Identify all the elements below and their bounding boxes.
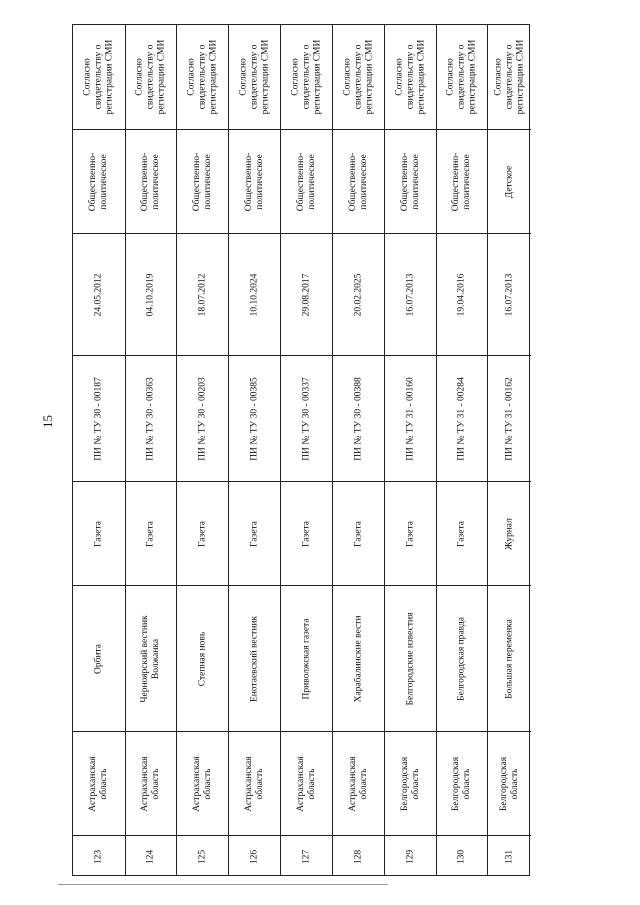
cell-date-text: 29.08.2017 [301,273,312,316]
table-row [280,25,332,875]
cell-topic [385,129,436,233]
cell-num-text: 128 [353,849,364,864]
table-row [176,25,228,875]
table-row [487,25,531,875]
cell-num-text: 129 [405,849,416,864]
cell-line: свидетельству о [504,44,515,110]
cell-num [281,835,332,877]
cell-num-text: 131 [504,849,515,864]
cell-name [281,585,332,731]
cell-line: Астраханская [140,755,151,812]
cell-region-text [499,756,521,810]
cell-line: область [254,768,265,800]
cell-line: Согласно [290,58,301,96]
cell-reg [229,355,280,481]
cell-basis [281,25,332,129]
cell-reg [488,355,531,481]
cell-line: регистрации СМИ [104,39,115,115]
cell-topic [126,129,176,233]
cell-date [281,233,332,355]
cell-basis [488,25,531,129]
cell-line: Согласно [238,58,249,96]
cell-region-text [296,756,318,811]
table-row [228,25,280,875]
cell-line: Белгородская [399,756,410,811]
cell-name-text [301,618,312,699]
cell-line: Общественно- [295,152,306,211]
cell-num-text: 123 [93,849,104,864]
cell-date [229,233,280,355]
cell-line: Согласно [394,58,405,96]
footer-rule [58,884,388,885]
cell-date [73,233,125,355]
cell-region [488,731,531,835]
cell-line: регистрации СМИ [363,39,374,115]
cell-line: Общественно- [399,152,410,211]
cell-line: область [509,767,520,800]
cell-reg-text: ПИ № ТУ 30 - 00337 [301,376,312,461]
cell-line: свидетельству о [197,44,208,110]
cell-name [385,585,436,731]
cell-line: свидетельству о [301,44,312,110]
cell-num [73,835,125,877]
cell-basis-text [83,40,116,115]
cell-line: регистрации СМИ [467,39,478,115]
cell-line: политическое [99,153,109,210]
cell-line: Общественно- [140,152,151,211]
cell-date-text: 16.07.2013 [504,273,515,316]
cell-type-text: Журнал [504,517,515,550]
cell-line: область [462,767,472,800]
cell-region-text [140,756,162,811]
cell-line: политическое [358,153,369,210]
cell-line: свидетельству о [93,44,104,110]
cell-reg-text: ПИ № ТУ 30 - 00203 [197,376,208,461]
cell-basis-text [135,40,168,115]
cell-line: Согласно [342,58,353,96]
cell-date [333,233,384,355]
cell-type-text: Газета [301,520,312,547]
cell-reg [177,355,228,481]
cell-line: политическое [151,153,161,210]
media-registry-table [72,24,530,876]
cell-reg-text: ПИ № ТУ 31 - 00160 [405,376,416,461]
cell-type [281,481,332,585]
cell-basis [385,25,436,129]
cell-line: Белгородская [451,756,462,811]
cell-basis-text [186,40,219,115]
cell-line: регистрации СМИ [311,39,322,115]
cell-line: Общественно- [451,152,462,211]
cell-topic-text [140,152,162,211]
cell-region-text [451,756,473,810]
cell-basis [177,25,228,129]
cell-num-text: 126 [249,849,260,864]
cell-line: Астраханская [243,755,254,812]
cell-basis [126,25,176,129]
cell-region [126,731,176,835]
cell-basis-text [290,40,323,115]
cell-reg-text: ПИ № ТУ 30 - 00187 [93,376,104,461]
cell-topic [333,129,384,233]
cell-basis [333,25,384,129]
cell-topic-text [192,152,214,211]
cell-reg-text: ПИ № ТУ 30 - 00363 [145,376,156,461]
cell-type [126,481,176,585]
cell-topic [488,129,531,233]
cell-line: Общественно- [243,152,254,211]
cell-type-text: Газета [353,520,364,547]
cell-date-text: 24.05.2012 [93,273,104,316]
cell-region [73,731,125,835]
cell-basis [73,25,125,129]
table-row [384,25,436,875]
cell-line: политическое [254,153,265,210]
cell-num [437,835,487,877]
cell-line: регистрации СМИ [259,39,270,115]
cell-line: Согласно [493,58,504,96]
cell-name-text [249,615,260,701]
cell-name [437,585,487,731]
cell-line: Приволжская газета [301,617,312,700]
cell-reg [333,355,384,481]
cell-line: Общественно- [347,152,358,211]
cell-region-text [348,756,370,811]
cell-type-text: Газета [249,520,260,547]
cell-date-text: 19.04.2016 [456,273,467,316]
cell-topic [229,129,280,233]
cell-region [333,731,384,835]
cell-line: область [202,768,213,800]
cell-line: регистрации СМИ [207,39,218,115]
cell-name-text [197,631,208,685]
cell-line: Согласно [186,58,197,96]
cell-date [488,233,531,355]
cell-line: область [306,768,317,800]
cell-line: Степная новь [197,631,208,686]
cell-type-text: Газета [93,520,104,547]
cell-line: Согласно [82,58,93,96]
cell-type-text: Газета [456,520,467,547]
cell-type-text: Газета [197,520,208,547]
cell-line: Согласно [134,58,145,96]
cell-reg-text: ПИ № ТУ 31 - 00162 [504,376,515,461]
cell-date-text: 20.02.2025 [353,273,364,316]
cell-line: свидетельству о [249,44,260,110]
cell-line: Астраханская [295,755,306,812]
cell-date [437,233,487,355]
cell-line: Белгородская правда [456,616,467,701]
cell-topic-text [296,152,318,211]
cell-line: область [358,768,369,800]
cell-date-text: 16.07.2013 [405,273,416,316]
cell-topic-text [504,165,515,198]
cell-topic-text [88,152,110,211]
cell-line: политическое [202,153,213,210]
cell-num [385,835,436,877]
cell-basis [437,25,487,129]
cell-type [229,481,280,585]
cell-type [385,481,436,585]
cell-num-text: 125 [197,849,208,864]
cell-line: Волжанка [151,638,161,679]
cell-num-text: 127 [301,849,312,864]
cell-name-text [457,617,468,701]
cell-name-text [140,615,162,702]
cell-type [177,481,228,585]
cell-region-text [192,756,214,811]
cell-line: Большая переменка [504,618,515,699]
cell-num [126,835,176,877]
cell-line: Согласно [445,58,456,96]
cell-line: Белгородская [498,756,509,811]
cell-reg [73,355,125,481]
cell-name [333,585,384,731]
cell-type [488,481,531,585]
cell-line: свидетельству о [145,44,156,110]
cell-name-text [353,615,364,702]
cell-line: политическое [306,153,317,210]
table-row [332,25,384,875]
cell-num [229,835,280,877]
table-row [125,25,176,875]
cell-topic [73,129,125,233]
cell-reg [385,355,436,481]
cell-basis-text [394,40,427,115]
cell-reg [126,355,176,481]
cell-reg [281,355,332,481]
cell-line: регистрации СМИ [415,39,426,115]
cell-line: Орбита [93,643,104,674]
cell-topic-text [348,152,370,211]
cell-name-text [504,619,515,699]
cell-line: свидетельству о [405,44,416,110]
cell-date-text: 04.10.2019 [145,273,156,316]
cell-line: Харабалинские вести [353,615,364,702]
cell-num-text: 130 [456,849,467,864]
cell-line: Черноярский вестник [140,614,151,703]
cell-type [73,481,125,585]
cell-basis [229,25,280,129]
cell-topic [281,129,332,233]
cell-region-text [244,756,266,811]
cell-line: Общественно- [191,152,202,211]
cell-reg-text: ПИ № ТУ 30 - 00388 [353,376,364,461]
cell-line: регистрации СМИ [156,39,167,115]
cell-num [333,835,384,877]
cell-line: область [410,767,421,800]
cell-name [73,585,125,731]
cell-name-text [94,643,105,673]
cell-reg-text: ПИ № ТУ 30 - 00385 [249,376,260,461]
cell-region [177,731,228,835]
cell-line: область [99,768,109,800]
cell-line: Общественно- [88,152,99,211]
page-number: 15 [40,415,55,428]
cell-line: политическое [462,153,472,210]
cell-line: Детское [504,165,515,198]
cell-date [126,233,176,355]
cell-basis-text [342,40,375,115]
cell-region-text [400,756,422,810]
cell-date-text: 10.10.2024 [249,273,260,316]
cell-region-text [88,756,110,811]
cell-line: свидетельству о [456,44,467,110]
cell-name [229,585,280,731]
cell-region [281,731,332,835]
cell-line: Астраханская [88,755,99,812]
cell-basis-text [238,40,271,115]
cell-name [126,585,176,731]
cell-topic [437,129,487,233]
cell-name-text [405,612,416,705]
cell-line: регистрации СМИ [514,39,525,115]
cell-line: область [151,768,161,800]
cell-line: Белгородские известия [405,612,416,705]
cell-line: Астраханская [191,755,202,812]
cell-type-text: Газета [145,520,156,547]
cell-type [333,481,384,585]
cell-topic-text [244,152,266,211]
cell-date-text: 18.07.2012 [197,273,208,316]
table-row [436,25,487,875]
cell-region [385,731,436,835]
cell-line: свидетельству о [353,44,364,110]
cell-topic [177,129,228,233]
cell-region [229,731,280,835]
cell-date [177,233,228,355]
cell-num-text: 124 [145,849,156,864]
cell-name [488,585,531,731]
cell-line: Астраханская [347,755,358,812]
cell-region [437,731,487,835]
cell-type [437,481,487,585]
cell-topic-text [400,152,422,211]
cell-line: Енотаевский вестник [249,615,260,702]
cell-num [177,835,228,877]
cell-basis-text [446,40,479,115]
cell-name [177,585,228,731]
cell-line: политическое [410,153,421,210]
table-row [73,25,125,875]
cell-basis-text [493,40,526,115]
cell-type-text: Газета [405,520,416,547]
cell-date [385,233,436,355]
cell-num [488,835,531,877]
cell-reg [437,355,487,481]
cell-topic-text [451,152,473,211]
cell-reg-text: ПИ № ТУ 31 - 00284 [456,376,467,461]
